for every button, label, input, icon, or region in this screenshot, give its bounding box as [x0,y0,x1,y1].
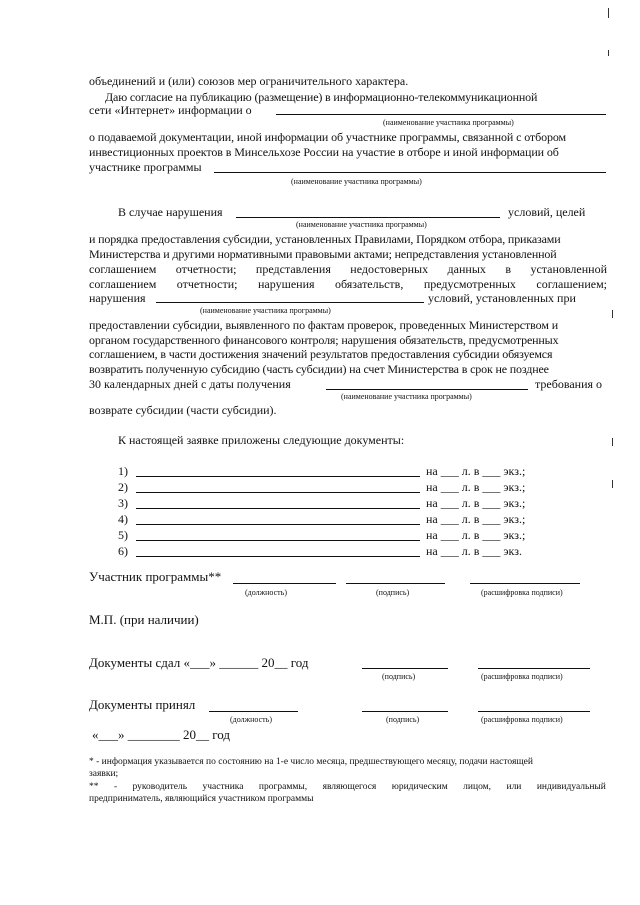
violation-start-end: условий, целей [508,205,586,219]
word: являющегося [322,782,377,792]
document-row-details: на ___ л. в ___ экз.; [426,496,526,510]
document-row-details: на ___ л. в ___ экз.; [426,512,526,526]
violation-line-5 [89,277,607,291]
word: отчетности; [176,277,238,291]
word: участника [202,782,244,792]
submitted-label: Документы сдал «___» ______ 20__ год [89,655,309,670]
decoding-caption: (расшифровка подписи) [481,672,563,681]
violation-line-11a: 30 календарных дней с даты получения [89,377,291,391]
signature-decoding-field[interactable] [478,668,590,669]
document-row-details: на ___ л. в ___ экз.; [426,464,526,478]
document-name-field[interactable] [136,524,420,525]
decoding-caption: (расшифровка подписи) [481,715,563,724]
word: соглашением; [536,277,607,291]
footnote-2 [89,781,606,793]
accepted-label: Документы принял [89,697,196,712]
violation-start: В случае нарушения [118,205,223,219]
word: или [506,782,522,792]
document-row-number: 1) [118,464,128,478]
field-caption: (наименование участника программы) [291,177,422,186]
word: лицом, [463,782,492,792]
violation-line-12: возврате субсидии (части субсидии). [89,403,277,417]
participant-name-field[interactable] [276,114,606,115]
signature-field[interactable] [346,583,445,584]
participant-name-field[interactable] [156,302,424,303]
footnote-1-cont: заявки; [89,769,119,779]
word: ** [89,782,99,792]
scan-mark [608,8,609,18]
document-row-number: 2) [118,480,128,494]
field-caption: (наименование участника программы) [341,392,472,401]
word: установленной [530,262,607,276]
scan-mark [612,438,613,446]
signature-caption: (подпись) [382,672,416,681]
consent-line-0: объединений и (или) союзов мер ограничительного характера. [89,74,409,88]
document-row-details: на ___ л. в ___ экз.; [426,528,526,542]
field-caption: (наименование участника программы) [383,118,514,127]
violation-line-2: и порядка предоставления субсидии, установленных Правилами, Порядком отбора, приказами [89,232,561,246]
violation-line-10: возвратить полученную субсидию (часть субсидии) на счет Министерства в срок не позднее [89,362,549,376]
signature-decoding-field[interactable] [470,583,580,584]
documents-intro: К настоящей заявке приложены следующие документы: [118,433,405,447]
document-row-details: на ___ л. в ___ экз.; [426,480,526,494]
field-caption: (наименование участника программы) [200,306,331,315]
word: руководитель [132,782,188,792]
scan-mark [612,310,613,318]
word: программы, [258,782,308,792]
consent-line-2: сети «Интернет» информации о [89,103,252,117]
consent-line-1: Даю согласие на публикацию (размещение) в информационно-телекоммуникационной [105,90,538,104]
participant-name-field[interactable] [236,217,500,218]
position-field[interactable] [209,711,298,712]
stamp-label: М.П. (при наличии) [89,612,199,627]
word: индивидуальный [536,782,606,792]
word: отчетности; [175,262,237,276]
document-name-field[interactable] [136,508,420,509]
signature-field[interactable] [362,668,448,669]
document-name-field[interactable] [136,540,420,541]
violation-line-9: соглашением, в части достижения значений результатов предоставления субсидии обязуемся [89,347,553,361]
document-row-number: 5) [118,528,128,542]
word: представления [255,262,331,276]
position-caption: (должность) [230,715,272,724]
violation-line-3: Министерства и другими нормативными правовыми актами; непредставления установленной [89,247,557,261]
word: предусмотренных [423,277,516,291]
word: в [505,262,511,276]
violation-line-6a: нарушения [89,291,146,305]
word: нарушения [257,277,315,291]
word: обязательств, [334,277,404,291]
footnote-1: * - информация указывается по состоянию на 1-е число месяца, предшествующего месяцу, подачи настоящей [89,757,533,767]
document-row-number: 4) [118,512,128,526]
participant-name-field[interactable] [326,389,528,390]
decoding-caption: (расшифровка подписи) [481,588,563,597]
field-caption: (наименование участника программы) [296,220,427,229]
participant-name-field[interactable] [214,172,606,173]
document-row-number: 6) [118,544,128,558]
violation-line-8: органом государственного финансового контроля; нарушения обязательств, предусмотренных [89,333,559,347]
consent-line-5: участнике программы [89,160,202,174]
position-caption: (должность) [245,588,287,597]
participant-label: Участник программы** [89,569,222,584]
date-line: «___» ________ 20__ год [92,727,230,742]
word: соглашением [89,277,157,291]
word: соглашением [89,262,157,276]
violation-line-6b: условий, установленных при [428,291,576,305]
word: - [113,782,118,792]
scan-mark [608,50,609,56]
scan-mark [612,480,613,488]
document-name-field[interactable] [136,476,420,477]
document-row-number: 3) [118,496,128,510]
word: данных [447,262,486,276]
document-name-field[interactable] [136,492,420,493]
consent-line-4: инвестиционных проектов в Минсельхозе России на участие в отборе и иной информации об [89,145,559,159]
document-name-field[interactable] [136,556,420,557]
signature-decoding-field[interactable] [478,711,590,712]
consent-line-3: о подаваемой документации, иной информации об участнике программы, связанной с отбором [89,130,567,144]
signature-field[interactable] [362,711,448,712]
word: недостоверных [350,262,429,276]
position-field[interactable] [233,583,336,584]
word: юридическим [391,782,448,792]
footnote-2-cont: предприниматель, являющийся участником программы [89,794,314,804]
violation-line-7: предоставлении субсидии, выявленного по фактам проверок, проведенных Министерством и [89,318,559,332]
violation-line-11b: требования о [535,377,603,391]
violation-line-4 [89,262,607,276]
signature-caption: (подпись) [386,715,420,724]
document-row-details: на ___ л. в ___ экз. [426,544,522,558]
signature-caption: (подпись) [376,588,410,597]
